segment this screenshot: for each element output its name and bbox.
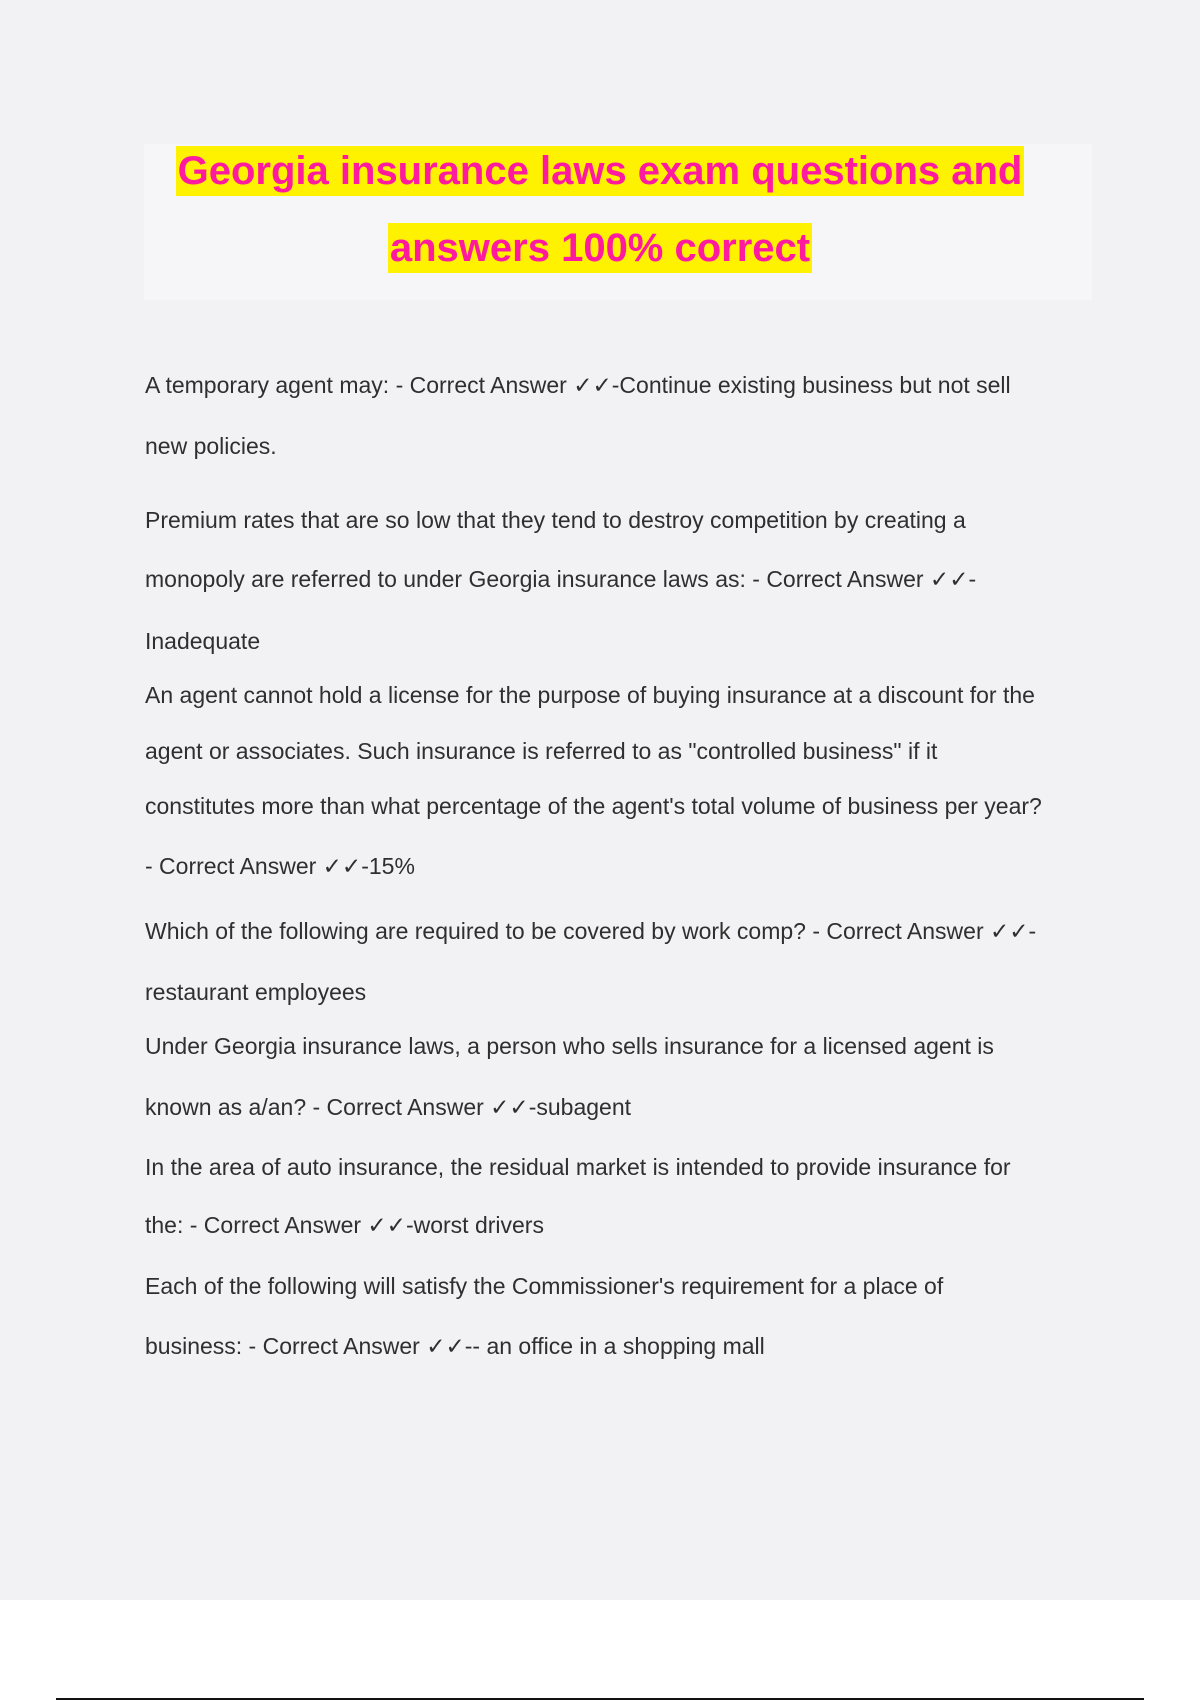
qa-line-3: Premium rates that are so low that they tend to destroy competition by creating a <box>145 507 966 533</box>
qa-line-14: In the area of auto insurance, the residual market is intended to provide insurance for <box>145 1154 1011 1180</box>
qa-line-9: - Correct Answer ✓✓-15% <box>145 853 415 879</box>
qa-line-7: agent or associates. Such insurance is referred to as "controlled business" if it <box>145 738 938 764</box>
qa-line-16: Each of the following will satisfy the Commissioner's requirement for a place of <box>145 1273 944 1299</box>
qa-line-1: A temporary agent may: - Correct Answer ✓✓-Continue existing business but not sell <box>145 372 1011 398</box>
qa-line-8: constitutes more than what percentage of the agent's total volume of business per year? <box>145 793 1042 819</box>
qa-line-6: An agent cannot hold a license for the purpose of buying insurance at a discount for the <box>145 682 1035 708</box>
document-title-line-2: answers 100% correct <box>388 223 812 273</box>
title-line-2-wrapper <box>0 223 1200 273</box>
document-title-line-1: Georgia insurance laws exam questions and <box>176 146 1025 196</box>
qa-line-17: business: - Correct Answer ✓✓-- an office in a shopping mall <box>145 1333 765 1359</box>
qa-line-2: new policies. <box>145 433 277 459</box>
qa-line-12: Under Georgia insurance laws, a person who sells insurance for a licensed agent is <box>145 1033 994 1059</box>
qa-line-4: monopoly are referred to under Georgia insurance laws as: - Correct Answer ✓✓- <box>145 566 977 592</box>
qa-line-10: Which of the following are required to be covered by work comp? - Correct Answer ✓✓- <box>145 918 1037 944</box>
qa-line-15: the: - Correct Answer ✓✓-worst drivers <box>145 1212 544 1238</box>
qa-line-5: Inadequate <box>145 628 261 654</box>
qa-line-13: known as a/an? - Correct Answer ✓✓-subagent <box>145 1094 631 1120</box>
title-line-1-wrapper <box>0 146 1200 196</box>
qa-line-11: restaurant employees <box>145 979 367 1005</box>
